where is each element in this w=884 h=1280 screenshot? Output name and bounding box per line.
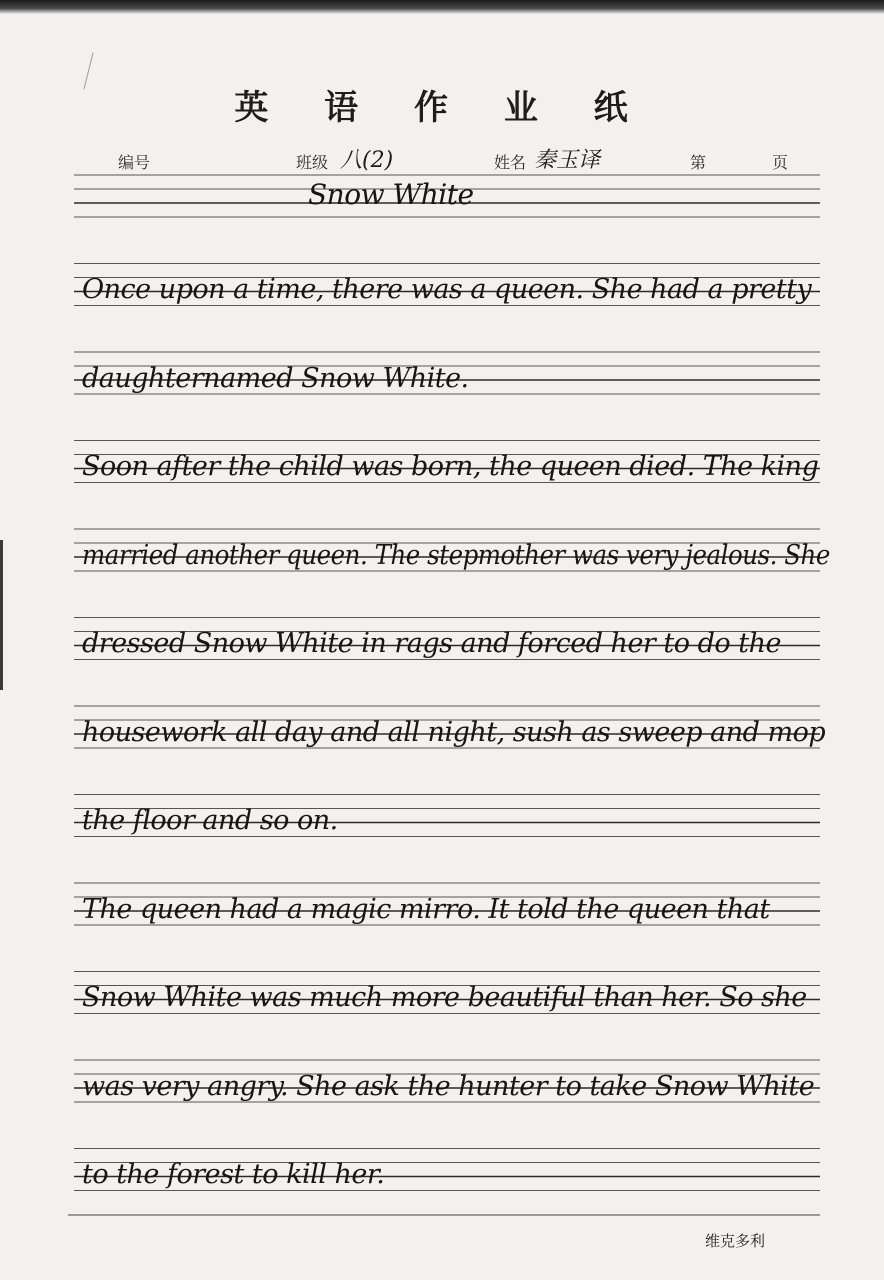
page-title: 英 语 作 业 纸	[234, 88, 650, 128]
essay-line: Soon after the child was born, the queen died. The king	[82, 451, 819, 482]
name-label: 姓名	[494, 153, 527, 172]
essay-line: daughternamed Snow White.	[82, 362, 469, 394]
essay-line: married another queen. The stepmother was very jealous. She	[82, 539, 830, 571]
essay-line: Once upon a time, there was a queen. She had a pretty	[82, 274, 812, 305]
essay-line: to the forest to kill her.	[82, 1159, 385, 1190]
essay-title: Snow White	[308, 178, 474, 211]
essay-line: The queen had a magic mirro. It told the queen that	[82, 893, 770, 925]
number-label: 编号	[118, 153, 151, 172]
essay-line: the floor and so on.	[82, 805, 338, 836]
page-prefix: 第	[690, 153, 707, 172]
student-name: 秦玉译	[534, 148, 601, 173]
essay-line: dressed Snow White in rags and forced her to do the	[82, 628, 781, 659]
essay-line: housework all day and all night, sush as sweep and mop	[82, 716, 826, 748]
page-suffix: 页	[772, 153, 789, 172]
essay-line: was very angry. She ask the hunter to take Snow White	[82, 1070, 815, 1102]
class-label: 班级	[296, 153, 329, 172]
class-value: 八(2)	[340, 148, 394, 173]
paper-brand: 维克多利	[705, 1232, 766, 1250]
essay-line: Snow White was much more beautiful than her. So she	[82, 982, 807, 1013]
